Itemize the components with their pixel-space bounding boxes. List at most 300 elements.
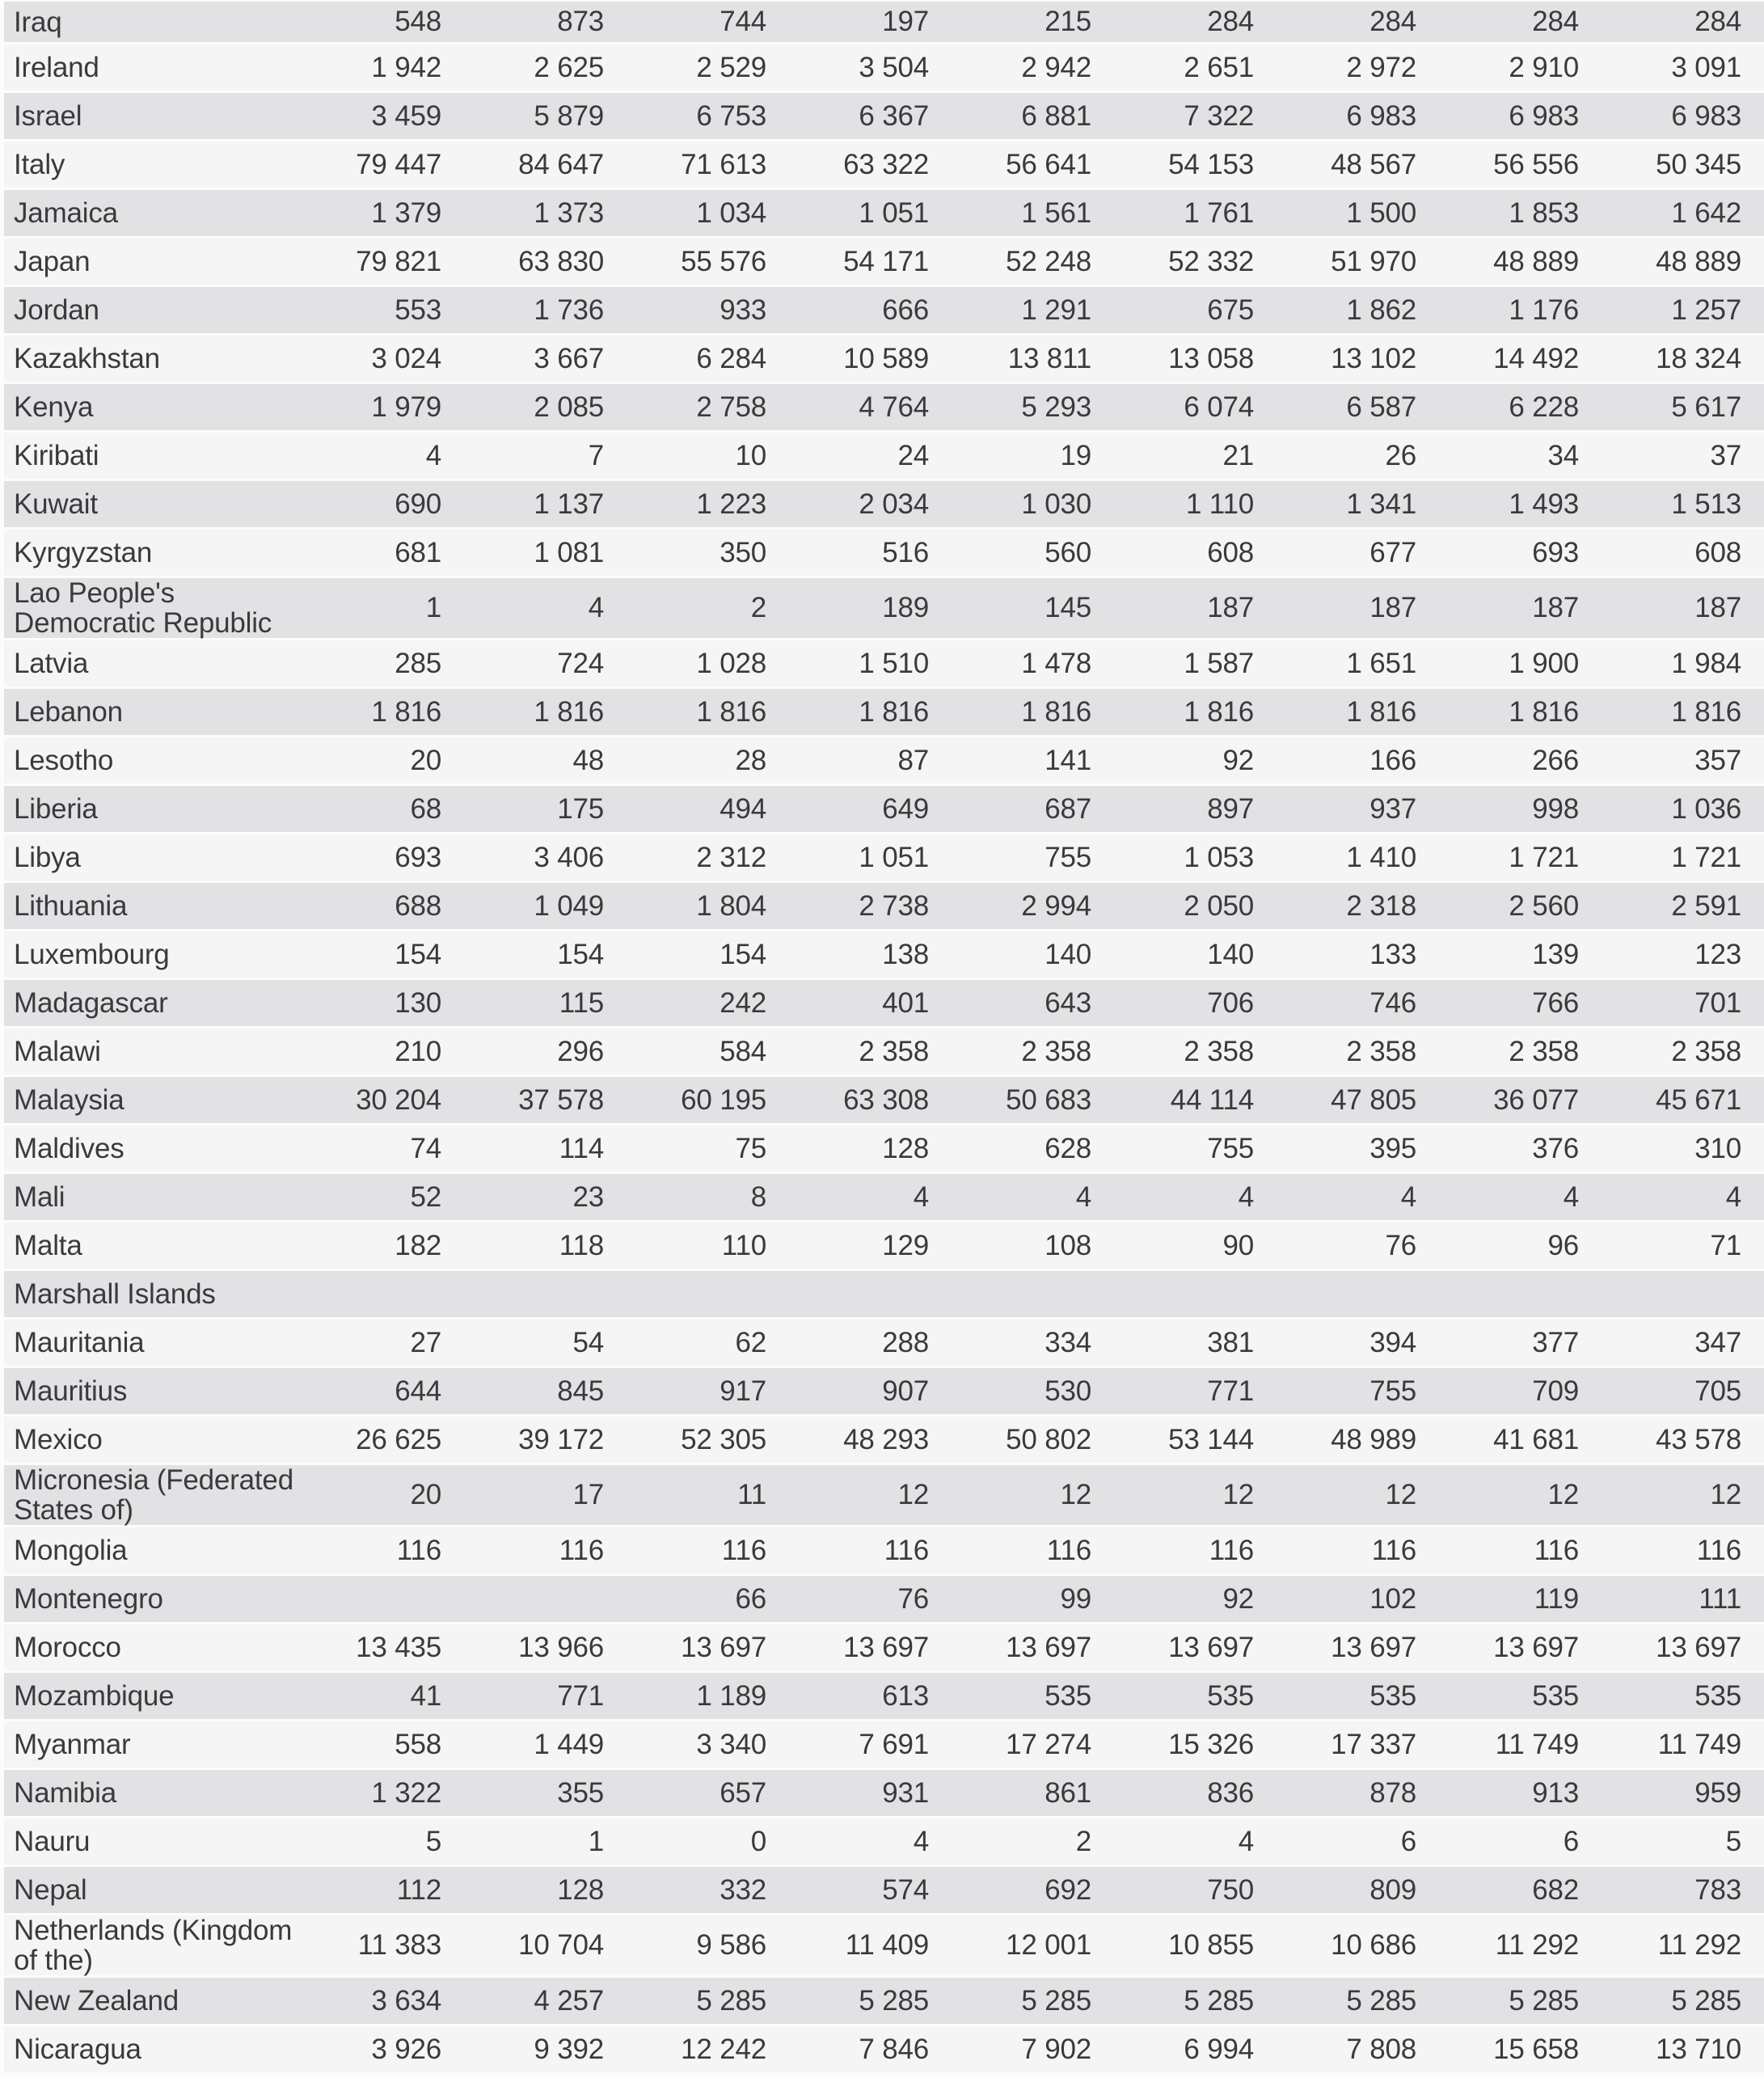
country-label: Italy: [14, 149, 65, 180]
value-cell: 154: [720, 938, 766, 970]
value-cell: 11 383: [357, 1929, 441, 1961]
value-cell: 187: [1532, 592, 1579, 623]
value-cell: 2 529: [696, 51, 766, 83]
country-label: Montenegro: [14, 1583, 163, 1615]
table-row: [4, 384, 1764, 430]
value-cell: 140: [1207, 938, 1254, 970]
value-cell: 9 392: [534, 2033, 604, 2065]
value-cell: 71: [1710, 1229, 1741, 1261]
value-cell: 3 459: [371, 99, 441, 132]
value-cell: 3 634: [371, 1984, 441, 2017]
value-cell: 1 341: [1346, 488, 1416, 520]
value-cell: 13 697: [1331, 1631, 1416, 1663]
value-cell: 1 036: [1671, 792, 1741, 825]
table-row: [4, 1028, 1764, 1075]
value-cell: 1 979: [371, 391, 441, 423]
value-cell: 13 966: [518, 1631, 604, 1663]
country-label: Mexico: [14, 1424, 103, 1455]
value-cell: 44 114: [1170, 1083, 1254, 1116]
table-row: [4, 44, 1764, 91]
value-cell: 1 561: [1021, 196, 1091, 229]
value-cell: 19: [1060, 439, 1091, 471]
value-cell: 284: [1694, 6, 1741, 37]
value-cell: 1 478: [1021, 647, 1091, 679]
value-cell: 3 091: [1671, 51, 1741, 83]
value-cell: 4: [1238, 1825, 1254, 1857]
country-label: Namibia: [14, 1777, 116, 1809]
table-row: [4, 786, 1764, 832]
country-label: Malawi: [14, 1036, 101, 1067]
value-cell: 13 811: [1007, 342, 1091, 374]
value-cell: 10 855: [1168, 1929, 1254, 1961]
country-label: Mauritania: [14, 1327, 145, 1358]
value-cell: 154: [395, 938, 441, 970]
value-cell: 535: [1532, 1679, 1579, 1712]
value-cell: 116: [1696, 1534, 1741, 1566]
value-cell: 6 994: [1184, 2033, 1254, 2065]
value-cell: 332: [720, 1873, 766, 1906]
value-cell: 6 753: [696, 99, 766, 132]
value-cell: 13 697: [1006, 1631, 1091, 1663]
value-cell: 4: [1563, 1180, 1579, 1213]
value-cell: 116: [1534, 1534, 1579, 1566]
value-cell: 76: [897, 1582, 929, 1615]
value-cell: 701: [1694, 986, 1741, 1019]
value-cell: 187: [1694, 592, 1741, 623]
value-cell: 4: [1400, 1180, 1416, 1213]
table-row: [4, 640, 1764, 686]
value-cell: 688: [395, 889, 441, 922]
value-cell: 6: [1563, 1825, 1579, 1857]
table-row: [4, 1867, 1764, 1913]
value-cell: 112: [396, 1873, 441, 1906]
value-cell: 7 902: [1021, 2033, 1091, 2065]
value-cell: 535: [1369, 1679, 1416, 1712]
value-cell: 675: [1207, 294, 1254, 326]
value-cell: 1 900: [1509, 647, 1579, 679]
value-cell: 197: [882, 6, 929, 37]
value-cell: 783: [1694, 1873, 1741, 1906]
value-cell: 13 697: [681, 1631, 766, 1663]
value-cell: 63 308: [843, 1083, 929, 1116]
value-cell: 63 830: [518, 245, 604, 277]
value-cell: 11 292: [1495, 1929, 1579, 1961]
value-cell: 350: [720, 536, 766, 568]
value-cell: 516: [882, 536, 929, 568]
value-cell: 187: [1369, 592, 1416, 623]
value-cell: 3 667: [534, 342, 604, 374]
value-cell: 56 556: [1493, 148, 1579, 180]
value-cell: 584: [720, 1035, 766, 1067]
value-cell: 14 492: [1493, 342, 1579, 374]
value-cell: 50 345: [1656, 148, 1741, 180]
value-cell: 873: [557, 6, 604, 37]
value-cell: 116: [884, 1534, 929, 1566]
value-cell: 189: [882, 592, 929, 623]
table-row: [4, 834, 1764, 881]
table-row: [4, 883, 1764, 929]
value-cell: 1: [425, 592, 441, 623]
value-cell: 535: [1694, 1679, 1741, 1712]
value-cell: 36 077: [1493, 1083, 1579, 1116]
value-cell: 692: [1044, 1873, 1091, 1906]
value-cell: 644: [395, 1375, 441, 1407]
value-cell: 13 710: [1656, 2033, 1741, 2065]
value-cell: 560: [1044, 536, 1091, 568]
value-cell: 17 274: [1006, 1728, 1091, 1760]
country-label: Myanmar: [14, 1729, 131, 1760]
table-row: [4, 1818, 1764, 1865]
country-label: Lao People's Democratic Republic: [14, 577, 272, 639]
value-cell: 12: [1060, 1479, 1091, 1510]
country-label: Latvia: [14, 648, 89, 679]
value-cell: 84 647: [518, 148, 604, 180]
value-cell: 6 587: [1346, 391, 1416, 423]
value-cell: 1 081: [534, 536, 604, 568]
value-cell: 5 879: [534, 99, 604, 132]
value-cell: 771: [1207, 1375, 1254, 1407]
value-cell: 37: [1710, 439, 1741, 471]
table-row: [4, 481, 1764, 527]
value-cell: 746: [1369, 986, 1416, 1019]
value-cell: 145: [1044, 592, 1091, 623]
value-cell: 706: [1207, 986, 1254, 1019]
value-cell: 1 028: [696, 647, 766, 679]
value-cell: 12: [1547, 1479, 1579, 1510]
value-cell: 376: [1532, 1132, 1579, 1164]
value-cell: 1 030: [1021, 488, 1091, 520]
table-row: [4, 1915, 1764, 1975]
country-label: Kenya: [14, 391, 94, 423]
value-cell: 92: [1222, 1582, 1254, 1615]
value-cell: 649: [882, 792, 929, 825]
value-cell: 90: [1222, 1229, 1254, 1261]
value-cell: 285: [395, 647, 441, 679]
table-row: [4, 1223, 1764, 1269]
value-cell: 3 926: [371, 2033, 441, 2065]
value-cell: 4: [1075, 1180, 1091, 1213]
value-cell: 130: [395, 986, 441, 1019]
value-cell: 3 024: [371, 342, 441, 374]
value-cell: 5 285: [1509, 1984, 1579, 2017]
table-row: [4, 287, 1764, 333]
value-cell: 75: [735, 1132, 766, 1164]
value-cell: 52 332: [1168, 245, 1254, 277]
value-cell: 10: [735, 439, 766, 471]
value-cell: 1 853: [1509, 196, 1579, 229]
value-cell: 1 449: [534, 1728, 604, 1760]
value-cell: 71 613: [681, 148, 766, 180]
value-cell: 1 493: [1509, 488, 1579, 520]
table-row: [4, 1174, 1764, 1220]
data-table: [0, 2, 1764, 2072]
value-cell: 1 223: [696, 488, 766, 520]
value-cell: 643: [1044, 986, 1091, 1019]
value-cell: 931: [882, 1776, 929, 1809]
value-cell: 210: [395, 1035, 441, 1067]
value-cell: 1 736: [534, 294, 604, 326]
table-row: [4, 1417, 1764, 1463]
value-cell: 334: [1044, 1326, 1091, 1358]
country-label: Jordan: [14, 294, 99, 326]
value-cell: 48 889: [1493, 245, 1579, 277]
value-cell: 51 970: [1331, 245, 1416, 277]
value-cell: 92: [1222, 744, 1254, 776]
value-cell: 1 816: [1509, 695, 1579, 728]
value-cell: 613: [882, 1679, 929, 1712]
value-cell: 7 691: [859, 1728, 929, 1760]
value-cell: 401: [882, 986, 929, 1019]
country-label: Nepal: [14, 1874, 87, 1906]
value-cell: 494: [720, 792, 766, 825]
value-cell: 138: [882, 938, 929, 970]
value-cell: 6 367: [859, 99, 929, 132]
value-cell: 284: [1369, 6, 1416, 37]
value-cell: 13 697: [843, 1631, 929, 1663]
value-cell: 5 285: [1346, 1984, 1416, 2017]
table-row: [4, 737, 1764, 783]
value-cell: 709: [1532, 1375, 1579, 1407]
value-cell: 5: [425, 1825, 441, 1857]
table-row: [4, 1721, 1764, 1768]
value-cell: 2 318: [1346, 889, 1416, 922]
value-cell: 4: [913, 1180, 929, 1213]
country-label: Mauritius: [14, 1375, 128, 1407]
value-cell: 1 034: [696, 196, 766, 229]
value-cell: 54 153: [1168, 148, 1254, 180]
value-cell: 288: [882, 1326, 929, 1358]
value-cell: 102: [1369, 1582, 1416, 1615]
country-label: Libya: [14, 842, 81, 873]
value-cell: 878: [1369, 1776, 1416, 1809]
value-cell: 913: [1532, 1776, 1579, 1809]
value-cell: 128: [557, 1873, 604, 1906]
value-cell: 5 293: [1021, 391, 1091, 423]
value-cell: 6: [1400, 1825, 1416, 1857]
value-cell: 41: [410, 1679, 441, 1712]
value-cell: 3 340: [696, 1728, 766, 1760]
value-cell: 11 749: [1657, 1728, 1741, 1760]
table-row: [4, 530, 1764, 576]
value-cell: 5 285: [696, 1984, 766, 2017]
value-cell: 34: [1547, 439, 1579, 471]
value-cell: 845: [557, 1375, 604, 1407]
value-cell: 377: [1532, 1326, 1579, 1358]
value-cell: 6 983: [1346, 99, 1416, 132]
value-cell: 897: [1207, 792, 1254, 825]
country-label: Mali: [14, 1181, 65, 1213]
value-cell: 10 686: [1331, 1929, 1416, 1961]
value-cell: 2 358: [1671, 1035, 1741, 1067]
value-cell: 5 285: [1184, 1984, 1254, 2017]
value-cell: 2 312: [696, 841, 766, 873]
country-label: Malaysia: [14, 1084, 124, 1116]
country-label: Lithuania: [14, 890, 128, 922]
country-label: Netherlands (Kingdom of the): [14, 1915, 293, 1976]
value-cell: 5 285: [1021, 1984, 1091, 2017]
value-cell: 1 984: [1671, 647, 1741, 679]
value-cell: 116: [1046, 1534, 1091, 1566]
value-cell: 187: [1207, 592, 1254, 623]
table-row: [4, 190, 1764, 236]
value-cell: 4: [1238, 1180, 1254, 1213]
value-cell: 13 697: [1656, 1631, 1741, 1663]
value-cell: 12: [1710, 1479, 1741, 1510]
country-label: Iraq: [14, 6, 62, 38]
value-cell: 2 910: [1509, 51, 1579, 83]
table-row: [4, 1576, 1764, 1622]
value-cell: 116: [721, 1534, 766, 1566]
value-cell: 12 242: [681, 2033, 766, 2065]
value-cell: 15 326: [1168, 1728, 1254, 1760]
value-cell: 1 257: [1671, 294, 1741, 326]
value-cell: 47 805: [1331, 1083, 1416, 1116]
value-cell: 608: [1207, 536, 1254, 568]
value-cell: 8: [750, 1180, 766, 1213]
value-cell: 154: [557, 938, 604, 970]
value-cell: 7: [588, 439, 604, 471]
value-cell: 48 889: [1656, 245, 1741, 277]
value-cell: 548: [395, 6, 441, 37]
value-cell: 11: [737, 1479, 766, 1510]
value-cell: 266: [1532, 744, 1579, 776]
value-cell: 608: [1694, 536, 1741, 568]
country-label: Luxembourg: [14, 939, 170, 970]
country-label: Kazakhstan: [14, 343, 160, 374]
value-cell: 37 578: [518, 1083, 604, 1116]
value-cell: 140: [1044, 938, 1091, 970]
value-cell: 535: [1044, 1679, 1091, 1712]
value-cell: 48 293: [843, 1423, 929, 1455]
table-row: [4, 1271, 1764, 1317]
table-row: [4, 239, 1764, 285]
value-cell: 530: [1044, 1375, 1091, 1407]
value-cell: 917: [720, 1375, 766, 1407]
value-cell: 959: [1694, 1776, 1741, 1809]
table-row: [4, 1126, 1764, 1172]
value-cell: 1 816: [1671, 695, 1741, 728]
value-cell: 11 409: [845, 1929, 929, 1961]
table-row: [4, 2, 1764, 42]
value-cell: 133: [1369, 938, 1416, 970]
value-cell: 1 049: [534, 889, 604, 922]
table-row: [4, 578, 1764, 638]
value-cell: 1 816: [1021, 695, 1091, 728]
value-cell: 2 358: [1184, 1035, 1254, 1067]
value-cell: 1 816: [1346, 695, 1416, 728]
value-cell: 933: [720, 294, 766, 326]
value-cell: 11 292: [1657, 1929, 1741, 1961]
value-cell: 7 846: [859, 2033, 929, 2065]
value-cell: 558: [395, 1728, 441, 1760]
value-cell: 129: [882, 1229, 929, 1261]
value-cell: 56 641: [1006, 148, 1091, 180]
country-label: Mozambique: [14, 1680, 175, 1712]
value-cell: 744: [720, 6, 766, 37]
country-label: Micronesia (Federated States of): [14, 1464, 293, 1526]
value-cell: 1 176: [1509, 294, 1579, 326]
value-cell: 809: [1369, 1873, 1416, 1906]
value-cell: 53 144: [1168, 1423, 1254, 1455]
value-cell: 2: [1075, 1825, 1091, 1857]
value-cell: 1 804: [696, 889, 766, 922]
value-cell: 1 379: [371, 196, 441, 229]
value-cell: 11 749: [1495, 1728, 1579, 1760]
value-cell: 2 738: [859, 889, 929, 922]
value-cell: 750: [1207, 1873, 1254, 1906]
value-cell: 114: [559, 1132, 604, 1164]
value-cell: 693: [395, 841, 441, 873]
value-cell: 3 504: [859, 51, 929, 83]
value-cell: 242: [720, 986, 766, 1019]
value-cell: 12: [897, 1479, 929, 1510]
value-cell: 2 560: [1509, 889, 1579, 922]
value-cell: 13 058: [1168, 342, 1254, 374]
table-row: [4, 336, 1764, 382]
value-cell: 666: [882, 294, 929, 326]
country-label: Japan: [14, 246, 91, 277]
value-cell: 766: [1532, 986, 1579, 1019]
country-label: Malta: [14, 1230, 82, 1261]
value-cell: 79 821: [356, 245, 441, 277]
value-cell: 355: [557, 1776, 604, 1809]
table-row: [4, 1673, 1764, 1719]
value-cell: 2 591: [1671, 889, 1741, 922]
value-cell: 17: [572, 1479, 604, 1510]
country-label: Israel: [14, 100, 82, 132]
value-cell: 677: [1369, 536, 1416, 568]
value-cell: 118: [559, 1229, 604, 1261]
value-cell: 2 358: [1021, 1035, 1091, 1067]
value-cell: 175: [557, 792, 604, 825]
table-row: [4, 1320, 1764, 1366]
table-row: [4, 1978, 1764, 2024]
value-cell: 116: [1371, 1534, 1416, 1566]
value-cell: 54: [572, 1326, 604, 1358]
value-cell: 2 758: [696, 391, 766, 423]
value-cell: 836: [1207, 1776, 1254, 1809]
value-cell: 1 322: [371, 1776, 441, 1809]
value-cell: 66: [735, 1582, 766, 1615]
value-cell: 1 816: [1184, 695, 1254, 728]
value-cell: 395: [1369, 1132, 1416, 1164]
country-label: Nauru: [14, 1826, 91, 1857]
table-row: [4, 1368, 1764, 1414]
country-label: Kiribati: [14, 440, 99, 471]
value-cell: 755: [1207, 1132, 1254, 1164]
value-cell: 2 085: [534, 391, 604, 423]
value-cell: 2 942: [1021, 51, 1091, 83]
value-cell: 21: [1222, 439, 1254, 471]
value-cell: 116: [396, 1534, 441, 1566]
country-label: Lesotho: [14, 745, 114, 776]
value-cell: 54 171: [843, 245, 929, 277]
value-cell: 6 228: [1509, 391, 1579, 423]
value-cell: 23: [572, 1180, 604, 1213]
value-cell: 6 881: [1021, 99, 1091, 132]
value-cell: 50 802: [1006, 1423, 1091, 1455]
value-cell: 2 358: [1509, 1035, 1579, 1067]
value-cell: 1 816: [859, 695, 929, 728]
value-cell: 15 658: [1493, 2033, 1579, 2065]
value-cell: 284: [1207, 6, 1254, 37]
value-cell: 284: [1532, 6, 1579, 37]
value-cell: 111: [1699, 1582, 1741, 1615]
value-cell: 123: [1694, 938, 1741, 970]
value-cell: 1 410: [1346, 841, 1416, 873]
country-label: Mongolia: [14, 1535, 128, 1566]
value-cell: 12 001: [1006, 1929, 1091, 1961]
